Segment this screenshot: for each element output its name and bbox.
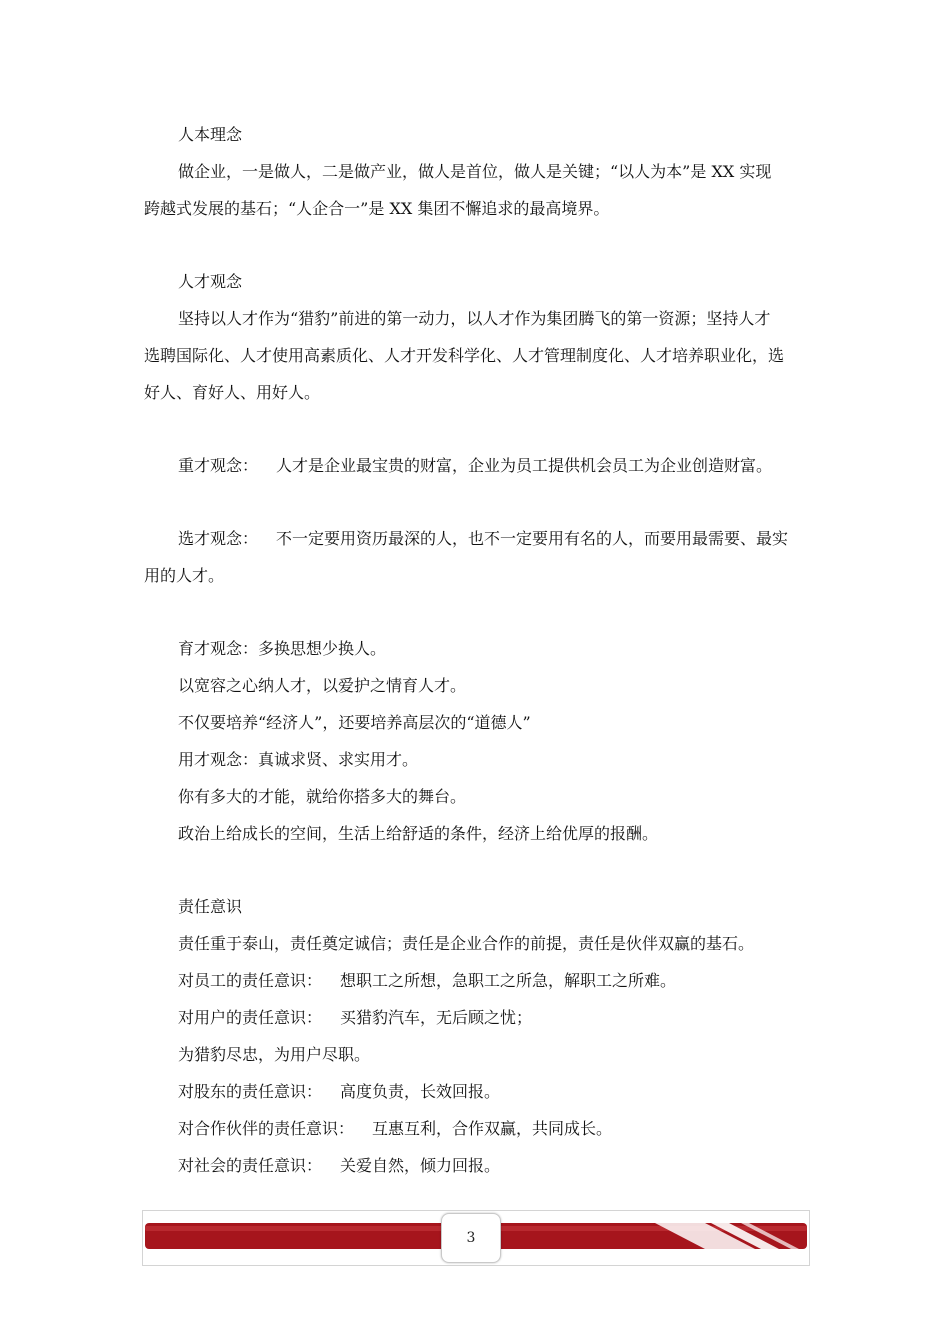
- responsibility-users: [144, 999, 810, 1036]
- select-talent-text: 不一定要用资历最深的人，也不一定要用有名的人，而要用最需要、最实: [276, 529, 789, 548]
- responsibility-label: 对股东的责任意识：: [178, 1082, 323, 1101]
- page-content: [144, 116, 810, 1184]
- cultivate-line: 你有多大的才能，就给你搭多大的舞台。: [178, 787, 467, 806]
- section-heading-people-oriented: 人本理念: [178, 125, 243, 144]
- spacer: [144, 484, 810, 520]
- section-heading-talent-concept: 人才观念: [178, 272, 243, 291]
- spacer: [144, 594, 810, 630]
- section-heading-responsibility: 责任意识: [178, 897, 243, 916]
- spacer: [144, 227, 810, 263]
- page-number: 3: [441, 1213, 501, 1263]
- paragraph-line: 为猎豹尽忠，为用户尽职。: [178, 1045, 371, 1064]
- paragraph-line: 责任重于泰山，责任奠定诚信；责任是企业合作的前提，责任是伙伴双赢的基石。: [178, 934, 755, 953]
- spacer: [144, 411, 810, 447]
- responsibility-shareholders: [144, 1073, 810, 1110]
- responsibility-label: 对社会的责任意识：: [178, 1156, 323, 1175]
- spacer: [144, 852, 810, 888]
- responsibility-society: [144, 1147, 810, 1184]
- cultivate-line: 政治上给成长的空间，生活上给舒适的条件，经济上给优厚的报酬。: [178, 824, 659, 843]
- page-footer: [142, 1210, 810, 1266]
- responsibility-label: 对合作伙伴的责任意识：: [178, 1119, 355, 1138]
- value-talent-text: 人才是企业最宝贵的财富，企业为员工提供机会员工为企业创造财富。: [276, 456, 773, 475]
- value-talent-label: 重才观念：: [178, 456, 259, 475]
- value-talent-line: [144, 447, 810, 484]
- responsibility-label: 对员工的责任意识：: [178, 971, 323, 990]
- responsibility-label: 对用户的责任意识：: [178, 1008, 323, 1027]
- paragraph-line: 选聘国际化、人才使用高素质化、人才开发科学化、人才管理制度化、人才培养职业化，选: [144, 346, 785, 365]
- responsibility-text: 互惠互利，合作双赢，共同成长。: [372, 1119, 613, 1138]
- cultivate-line: 用才观念：真诚求贤、求实用才。: [178, 750, 419, 769]
- paragraph-line: 用的人才。: [144, 566, 225, 585]
- responsibility-partners: [144, 1110, 810, 1147]
- responsibility-text: 高度负责，长效回报。: [340, 1082, 501, 1101]
- paragraph-line: 做企业，一是做人，二是做产业，做人是首位，做人是关键；“以人为本”是 XX 实现: [178, 162, 772, 181]
- responsibility-text: 买猎豹汽车，无后顾之忧；: [340, 1008, 533, 1027]
- responsibility-text: 关爱自然，倾力回报。: [340, 1156, 501, 1175]
- paragraph-line: 坚持以人才作为“猎豹”前进的第一动力，以人才作为集团腾飞的第一资源；坚持人才: [178, 309, 771, 328]
- cultivate-line: 不仅要培养“经济人”，还要培养高层次的“道德人”: [178, 713, 531, 732]
- responsibility-text: 想职工之所想，急职工之所急，解职工之所难。: [340, 971, 677, 990]
- paragraph-line: 好人、育好人、用好人。: [144, 383, 321, 402]
- paragraph-line: 跨越式发展的基石；“人企合一”是 XX 集团不懈追求的最高境界。: [144, 199, 610, 218]
- responsibility-employees: [144, 962, 810, 999]
- select-talent-line: [144, 520, 810, 557]
- cultivate-line: 育才观念：多换思想少换人。: [178, 639, 387, 658]
- cultivate-line: 以宽容之心纳人才，以爱护之情育人才。: [178, 676, 467, 695]
- select-talent-label: 选才观念：: [178, 529, 259, 548]
